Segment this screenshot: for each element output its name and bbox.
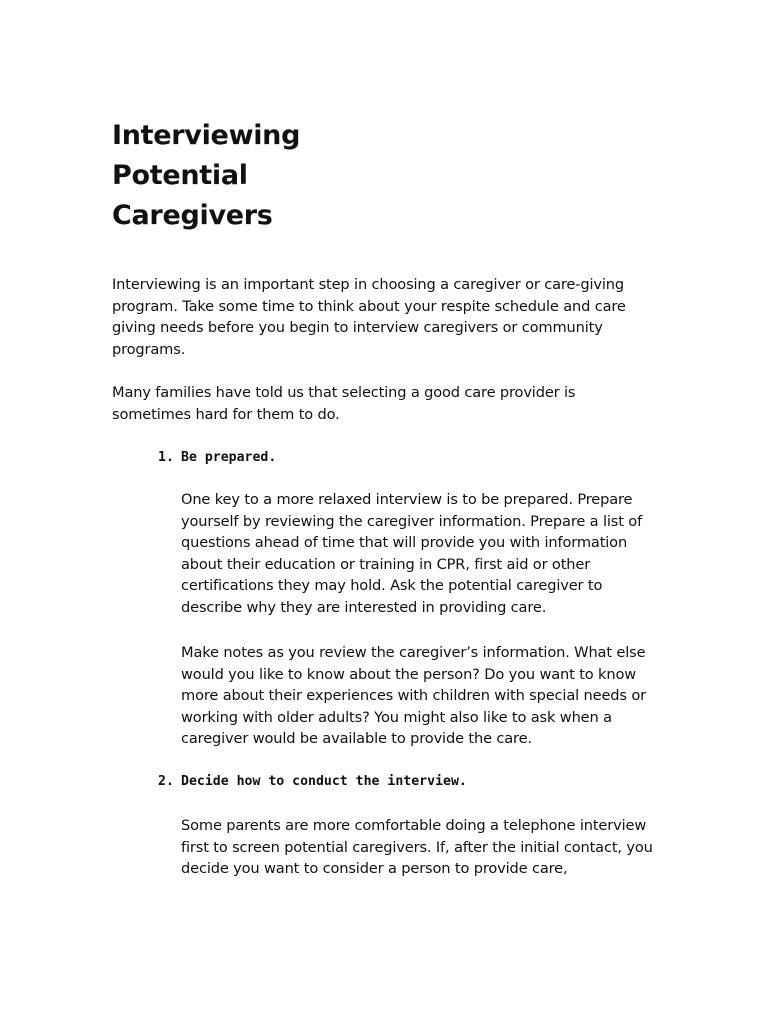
intro-paragraph: Many families have told us that selecting a good care provider is sometimes hard for them to do. — [112, 384, 576, 423]
title-line: Potential — [112, 160, 248, 191]
list-item-heading — [158, 772, 467, 792]
list-item-paragraph: Some parents are more comfortable doing a telephone interview first to screen potential caregivers. If, after the initial contact, you decide you want to consider a person to provide care, — [181, 817, 653, 878]
title-line: Interviewing — [112, 120, 301, 151]
list-item-number: 1. — [158, 450, 174, 465]
document-title — [112, 116, 472, 236]
title-line: Caregivers — [112, 200, 273, 231]
intro-paragraph: Interviewing is an important step in choosing a caregiver or care-giving program. Take some time to think about your respite schedule and care giving needs before you begin to interview caregivers or community programs. — [112, 276, 626, 358]
list-item-paragraph: One key to a more relaxed interview is to be prepared. Prepare yourself by reviewing the caregiver information. Prepare a list of questions ahead of time that will provide you with information about their education or training in CPR, first aid or other certifications they may hold. Ask the potential caregiver to describe why they are interested in providing care. — [181, 491, 643, 616]
list-item-heading — [158, 448, 276, 468]
list-item-number: 2. — [158, 774, 174, 789]
list-item-heading-text: Be prepared. — [181, 450, 277, 465]
list-item-paragraph: Make notes as you review the caregiver’s information. What else would you like to know about the person? Do you want to know more about their experiences with children with special needs or working with older adults? You might also like to ask when a caregiver would be available to provide the care. — [181, 644, 646, 748]
list-item-heading-text: Decide how to conduct the interview. — [181, 774, 467, 789]
